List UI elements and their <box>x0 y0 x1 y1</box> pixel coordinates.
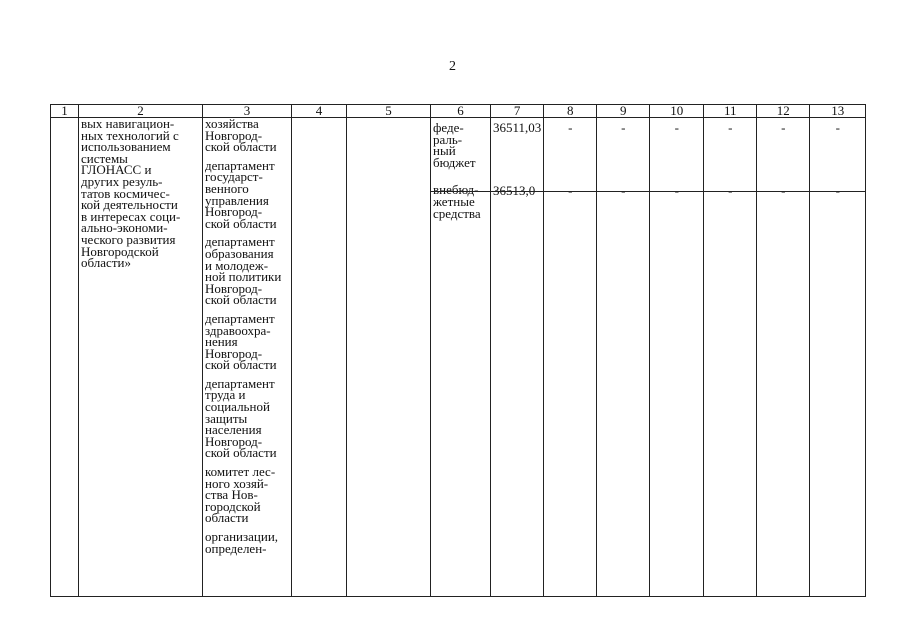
budget-table <box>50 104 866 597</box>
executor-block: департамент образования и молодеж- ной политики Новгород- ской области <box>205 234 282 308</box>
cell-amount <box>491 118 544 597</box>
funding-source-extrabudget: внебюд- жетные средства <box>433 182 481 221</box>
cell-col9: - - <box>597 118 650 597</box>
table-row <box>51 118 866 597</box>
cell-col1 <box>51 118 79 597</box>
cell-funding-source <box>431 118 491 597</box>
cell-executors <box>203 118 292 597</box>
cell-program-name: вых навигацион- ных технологий с использованием системы ГЛОНАСС и других резуль- татов космичес- кой деятельности в интересах соци- ально-экономи- ческого развития Новгородской области» <box>79 118 203 597</box>
page-number: 2 <box>449 59 456 74</box>
col-header-10: 10 <box>650 105 704 118</box>
col-header-13: 13 <box>810 105 866 118</box>
col-header-1: 1 <box>51 105 79 118</box>
cell-col11: - - <box>704 118 757 597</box>
col-header-12: 12 <box>757 105 810 118</box>
amount-extrabudget: 36513,0 <box>493 182 536 198</box>
executor-block: организации, определен- <box>205 529 279 556</box>
col-header-6: 6 <box>431 105 491 118</box>
cell-col13: - - <box>810 118 866 597</box>
col-header-11: 11 <box>704 105 757 118</box>
executor-block: хозяйства Новгород- ской области <box>205 116 277 155</box>
col-header-9: 9 <box>597 105 650 118</box>
col-header-4: 4 <box>292 105 347 118</box>
executor-block: департамент государст- венного управления Новгород- ской области <box>205 157 277 231</box>
cell-col5 <box>347 118 431 597</box>
col-header-3: 3 <box>203 105 292 118</box>
col-header-8: 8 <box>544 105 597 118</box>
cell-col8: - - <box>544 118 597 597</box>
executor-block: комитет лес- ного хозяй- ства Нов- городской области <box>205 464 276 526</box>
cell-col10: - - <box>650 118 704 597</box>
executor-block: департамент труда и социальной защиты населения Новгород- ской области <box>205 375 277 461</box>
col-header-2: 2 <box>79 105 203 118</box>
col-header-7: 7 <box>491 105 544 118</box>
col-header-5: 5 <box>347 105 431 118</box>
cell-col4 <box>292 118 347 597</box>
funding-source-federal: феде- раль- ный бюджет <box>433 120 476 170</box>
amount-federal: 36511,03 <box>493 120 542 135</box>
executor-block: департамент здравоохра- нения Новгород- ской области <box>205 310 277 373</box>
cell-col12: - - <box>757 118 810 597</box>
